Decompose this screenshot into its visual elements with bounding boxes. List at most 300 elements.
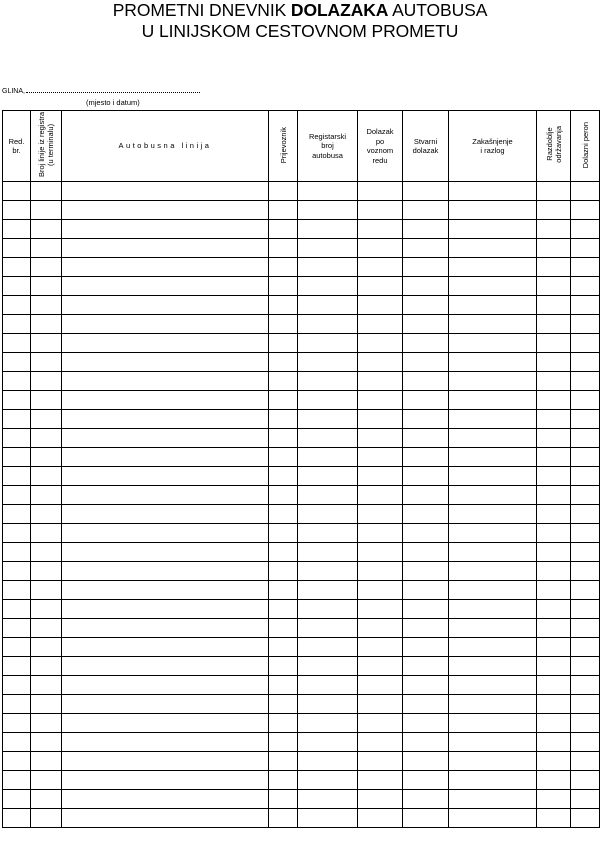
cell-prijevoznik[interactable] [269,448,298,467]
cell-registarski-broj[interactable] [298,638,358,657]
cell-zakasnjenje[interactable] [449,486,537,505]
cell-stvarni-dolazak[interactable] [403,429,449,448]
cell-broj-linije[interactable] [31,410,62,429]
cell-dolazni-peron[interactable] [571,619,600,638]
cell-zakasnjenje[interactable] [449,619,537,638]
cell-dolazak-po-voznom-redu[interactable] [358,239,403,258]
cell-stvarni-dolazak[interactable] [403,182,449,201]
cell-registarski-broj[interactable] [298,296,358,315]
cell-prijevoznik[interactable] [269,809,298,828]
cell-zakasnjenje[interactable] [449,315,537,334]
cell-broj-linije[interactable] [31,239,62,258]
cell-dolazni-peron[interactable] [571,334,600,353]
cell-red-br[interactable] [3,239,31,258]
cell-registarski-broj[interactable] [298,410,358,429]
cell-stvarni-dolazak[interactable] [403,676,449,695]
cell-autobusna-linija[interactable] [62,752,269,771]
cell-stvarni-dolazak[interactable] [403,600,449,619]
cell-prijevoznik[interactable] [269,657,298,676]
cell-razdoblje-odrzavanja[interactable] [537,524,571,543]
cell-red-br[interactable] [3,353,31,372]
cell-stvarni-dolazak[interactable] [403,410,449,429]
cell-dolazni-peron[interactable] [571,277,600,296]
cell-dolazni-peron[interactable] [571,600,600,619]
cell-stvarni-dolazak[interactable] [403,296,449,315]
cell-registarski-broj[interactable] [298,277,358,296]
cell-dolazak-po-voznom-redu[interactable] [358,429,403,448]
cell-red-br[interactable] [3,372,31,391]
cell-razdoblje-odrzavanja[interactable] [537,448,571,467]
cell-zakasnjenje[interactable] [449,638,537,657]
cell-razdoblje-odrzavanja[interactable] [537,315,571,334]
cell-registarski-broj[interactable] [298,581,358,600]
cell-razdoblje-odrzavanja[interactable] [537,657,571,676]
cell-autobusna-linija[interactable] [62,258,269,277]
cell-red-br[interactable] [3,695,31,714]
cell-zakasnjenje[interactable] [449,657,537,676]
cell-red-br[interactable] [3,182,31,201]
cell-dolazni-peron[interactable] [571,391,600,410]
cell-autobusna-linija[interactable] [62,790,269,809]
cell-registarski-broj[interactable] [298,657,358,676]
cell-prijevoznik[interactable] [269,220,298,239]
cell-razdoblje-odrzavanja[interactable] [537,695,571,714]
cell-red-br[interactable] [3,524,31,543]
cell-red-br[interactable] [3,752,31,771]
cell-dolazak-po-voznom-redu[interactable] [358,258,403,277]
cell-zakasnjenje[interactable] [449,391,537,410]
cell-registarski-broj[interactable] [298,391,358,410]
cell-dolazni-peron[interactable] [571,296,600,315]
cell-zakasnjenje[interactable] [449,448,537,467]
cell-red-br[interactable] [3,714,31,733]
cell-zakasnjenje[interactable] [449,239,537,258]
cell-registarski-broj[interactable] [298,790,358,809]
cell-autobusna-linija[interactable] [62,714,269,733]
cell-dolazak-po-voznom-redu[interactable] [358,448,403,467]
cell-autobusna-linija[interactable] [62,809,269,828]
cell-prijevoznik[interactable] [269,391,298,410]
cell-broj-linije[interactable] [31,676,62,695]
cell-registarski-broj[interactable] [298,220,358,239]
cell-autobusna-linija[interactable] [62,448,269,467]
cell-broj-linije[interactable] [31,391,62,410]
cell-stvarni-dolazak[interactable] [403,239,449,258]
cell-prijevoznik[interactable] [269,524,298,543]
cell-prijevoznik[interactable] [269,581,298,600]
cell-registarski-broj[interactable] [298,505,358,524]
cell-dolazak-po-voznom-redu[interactable] [358,182,403,201]
cell-dolazni-peron[interactable] [571,429,600,448]
cell-registarski-broj[interactable] [298,486,358,505]
cell-dolazni-peron[interactable] [571,771,600,790]
cell-autobusna-linija[interactable] [62,619,269,638]
cell-zakasnjenje[interactable] [449,429,537,448]
cell-stvarni-dolazak[interactable] [403,258,449,277]
cell-dolazni-peron[interactable] [571,182,600,201]
cell-dolazak-po-voznom-redu[interactable] [358,201,403,220]
cell-razdoblje-odrzavanja[interactable] [537,239,571,258]
cell-dolazak-po-voznom-redu[interactable] [358,562,403,581]
cell-red-br[interactable] [3,505,31,524]
cell-red-br[interactable] [3,581,31,600]
cell-dolazni-peron[interactable] [571,486,600,505]
cell-registarski-broj[interactable] [298,714,358,733]
cell-razdoblje-odrzavanja[interactable] [537,505,571,524]
cell-autobusna-linija[interactable] [62,486,269,505]
cell-registarski-broj[interactable] [298,353,358,372]
cell-razdoblje-odrzavanja[interactable] [537,600,571,619]
cell-prijevoznik[interactable] [269,600,298,619]
cell-razdoblje-odrzavanja[interactable] [537,277,571,296]
cell-razdoblje-odrzavanja[interactable] [537,752,571,771]
cell-registarski-broj[interactable] [298,600,358,619]
cell-stvarni-dolazak[interactable] [403,467,449,486]
cell-prijevoznik[interactable] [269,239,298,258]
cell-red-br[interactable] [3,790,31,809]
cell-dolazni-peron[interactable] [571,695,600,714]
cell-registarski-broj[interactable] [298,315,358,334]
cell-prijevoznik[interactable] [269,315,298,334]
cell-stvarni-dolazak[interactable] [403,315,449,334]
place-date-dotted-line[interactable] [26,86,200,93]
cell-broj-linije[interactable] [31,201,62,220]
cell-broj-linije[interactable] [31,809,62,828]
cell-registarski-broj[interactable] [298,201,358,220]
cell-prijevoznik[interactable] [269,619,298,638]
cell-dolazni-peron[interactable] [571,372,600,391]
cell-razdoblje-odrzavanja[interactable] [537,334,571,353]
cell-prijevoznik[interactable] [269,182,298,201]
cell-stvarni-dolazak[interactable] [403,790,449,809]
cell-dolazni-peron[interactable] [571,809,600,828]
cell-zakasnjenje[interactable] [449,258,537,277]
cell-red-br[interactable] [3,296,31,315]
cell-red-br[interactable] [3,315,31,334]
cell-razdoblje-odrzavanja[interactable] [537,714,571,733]
cell-zakasnjenje[interactable] [449,524,537,543]
cell-red-br[interactable] [3,448,31,467]
cell-zakasnjenje[interactable] [449,505,537,524]
cell-dolazak-po-voznom-redu[interactable] [358,334,403,353]
cell-dolazni-peron[interactable] [571,676,600,695]
cell-broj-linije[interactable] [31,334,62,353]
cell-prijevoznik[interactable] [269,505,298,524]
cell-razdoblje-odrzavanja[interactable] [537,486,571,505]
cell-stvarni-dolazak[interactable] [403,714,449,733]
cell-broj-linije[interactable] [31,448,62,467]
cell-dolazak-po-voznom-redu[interactable] [358,315,403,334]
cell-prijevoznik[interactable] [269,543,298,562]
cell-razdoblje-odrzavanja[interactable] [537,771,571,790]
cell-autobusna-linija[interactable] [62,543,269,562]
cell-razdoblje-odrzavanja[interactable] [537,201,571,220]
cell-dolazni-peron[interactable] [571,714,600,733]
cell-stvarni-dolazak[interactable] [403,372,449,391]
cell-prijevoznik[interactable] [269,201,298,220]
cell-registarski-broj[interactable] [298,372,358,391]
cell-zakasnjenje[interactable] [449,353,537,372]
cell-autobusna-linija[interactable] [62,220,269,239]
cell-razdoblje-odrzavanja[interactable] [537,220,571,239]
cell-registarski-broj[interactable] [298,182,358,201]
cell-stvarni-dolazak[interactable] [403,581,449,600]
cell-dolazak-po-voznom-redu[interactable] [358,809,403,828]
cell-stvarni-dolazak[interactable] [403,277,449,296]
cell-autobusna-linija[interactable] [62,638,269,657]
cell-dolazak-po-voznom-redu[interactable] [358,733,403,752]
cell-zakasnjenje[interactable] [449,695,537,714]
cell-autobusna-linija[interactable] [62,581,269,600]
cell-stvarni-dolazak[interactable] [403,201,449,220]
cell-broj-linije[interactable] [31,353,62,372]
cell-stvarni-dolazak[interactable] [403,752,449,771]
cell-broj-linije[interactable] [31,277,62,296]
cell-dolazak-po-voznom-redu[interactable] [358,752,403,771]
cell-broj-linije[interactable] [31,714,62,733]
cell-broj-linije[interactable] [31,562,62,581]
cell-stvarni-dolazak[interactable] [403,695,449,714]
cell-registarski-broj[interactable] [298,752,358,771]
cell-red-br[interactable] [3,543,31,562]
cell-razdoblje-odrzavanja[interactable] [537,676,571,695]
cell-zakasnjenje[interactable] [449,334,537,353]
cell-registarski-broj[interactable] [298,448,358,467]
cell-registarski-broj[interactable] [298,676,358,695]
cell-stvarni-dolazak[interactable] [403,524,449,543]
cell-registarski-broj[interactable] [298,524,358,543]
cell-dolazni-peron[interactable] [571,733,600,752]
cell-razdoblje-odrzavanja[interactable] [537,790,571,809]
cell-dolazni-peron[interactable] [571,543,600,562]
cell-autobusna-linija[interactable] [62,239,269,258]
cell-red-br[interactable] [3,258,31,277]
cell-dolazak-po-voznom-redu[interactable] [358,619,403,638]
cell-red-br[interactable] [3,676,31,695]
cell-zakasnjenje[interactable] [449,220,537,239]
cell-autobusna-linija[interactable] [62,676,269,695]
cell-dolazni-peron[interactable] [571,505,600,524]
cell-red-br[interactable] [3,733,31,752]
cell-dolazak-po-voznom-redu[interactable] [358,410,403,429]
cell-broj-linije[interactable] [31,752,62,771]
cell-prijevoznik[interactable] [269,334,298,353]
cell-razdoblje-odrzavanja[interactable] [537,372,571,391]
cell-zakasnjenje[interactable] [449,771,537,790]
cell-autobusna-linija[interactable] [62,182,269,201]
cell-dolazni-peron[interactable] [571,448,600,467]
cell-autobusna-linija[interactable] [62,505,269,524]
cell-registarski-broj[interactable] [298,429,358,448]
cell-razdoblje-odrzavanja[interactable] [537,581,571,600]
cell-dolazak-po-voznom-redu[interactable] [358,353,403,372]
cell-razdoblje-odrzavanja[interactable] [537,296,571,315]
cell-dolazni-peron[interactable] [571,581,600,600]
cell-broj-linije[interactable] [31,467,62,486]
cell-zakasnjenje[interactable] [449,733,537,752]
cell-stvarni-dolazak[interactable] [403,562,449,581]
cell-red-br[interactable] [3,220,31,239]
cell-zakasnjenje[interactable] [449,467,537,486]
cell-dolazak-po-voznom-redu[interactable] [358,714,403,733]
cell-broj-linije[interactable] [31,543,62,562]
cell-dolazni-peron[interactable] [571,258,600,277]
cell-registarski-broj[interactable] [298,562,358,581]
cell-stvarni-dolazak[interactable] [403,543,449,562]
cell-red-br[interactable] [3,277,31,296]
cell-broj-linije[interactable] [31,600,62,619]
cell-dolazni-peron[interactable] [571,220,600,239]
cell-broj-linije[interactable] [31,771,62,790]
cell-red-br[interactable] [3,429,31,448]
cell-razdoblje-odrzavanja[interactable] [537,391,571,410]
cell-dolazni-peron[interactable] [571,239,600,258]
cell-autobusna-linija[interactable] [62,277,269,296]
cell-autobusna-linija[interactable] [62,372,269,391]
cell-autobusna-linija[interactable] [62,334,269,353]
cell-stvarni-dolazak[interactable] [403,505,449,524]
cell-prijevoznik[interactable] [269,790,298,809]
cell-razdoblje-odrzavanja[interactable] [537,638,571,657]
cell-dolazak-po-voznom-redu[interactable] [358,695,403,714]
cell-dolazni-peron[interactable] [571,353,600,372]
cell-zakasnjenje[interactable] [449,562,537,581]
cell-dolazak-po-voznom-redu[interactable] [358,543,403,562]
cell-dolazak-po-voznom-redu[interactable] [358,277,403,296]
cell-prijevoznik[interactable] [269,714,298,733]
cell-autobusna-linija[interactable] [62,429,269,448]
cell-dolazni-peron[interactable] [571,752,600,771]
cell-autobusna-linija[interactable] [62,410,269,429]
cell-zakasnjenje[interactable] [449,543,537,562]
cell-dolazak-po-voznom-redu[interactable] [358,486,403,505]
cell-zakasnjenje[interactable] [449,790,537,809]
cell-stvarni-dolazak[interactable] [403,334,449,353]
cell-broj-linije[interactable] [31,790,62,809]
cell-autobusna-linija[interactable] [62,695,269,714]
cell-prijevoznik[interactable] [269,467,298,486]
cell-razdoblje-odrzavanja[interactable] [537,543,571,562]
cell-prijevoznik[interactable] [269,429,298,448]
cell-red-br[interactable] [3,600,31,619]
cell-autobusna-linija[interactable] [62,771,269,790]
cell-dolazak-po-voznom-redu[interactable] [358,220,403,239]
cell-prijevoznik[interactable] [269,372,298,391]
cell-dolazak-po-voznom-redu[interactable] [358,771,403,790]
cell-red-br[interactable] [3,771,31,790]
cell-razdoblje-odrzavanja[interactable] [537,353,571,372]
cell-dolazak-po-voznom-redu[interactable] [358,296,403,315]
cell-autobusna-linija[interactable] [62,201,269,220]
cell-registarski-broj[interactable] [298,258,358,277]
cell-stvarni-dolazak[interactable] [403,657,449,676]
cell-prijevoznik[interactable] [269,676,298,695]
cell-autobusna-linija[interactable] [62,562,269,581]
cell-prijevoznik[interactable] [269,695,298,714]
cell-dolazni-peron[interactable] [571,562,600,581]
cell-stvarni-dolazak[interactable] [403,220,449,239]
cell-prijevoznik[interactable] [269,771,298,790]
cell-stvarni-dolazak[interactable] [403,448,449,467]
cell-dolazni-peron[interactable] [571,410,600,429]
cell-stvarni-dolazak[interactable] [403,353,449,372]
cell-broj-linije[interactable] [31,638,62,657]
cell-dolazak-po-voznom-redu[interactable] [358,467,403,486]
cell-stvarni-dolazak[interactable] [403,391,449,410]
cell-red-br[interactable] [3,809,31,828]
cell-registarski-broj[interactable] [298,619,358,638]
cell-prijevoznik[interactable] [269,277,298,296]
cell-dolazak-po-voznom-redu[interactable] [358,600,403,619]
cell-dolazni-peron[interactable] [571,790,600,809]
cell-registarski-broj[interactable] [298,695,358,714]
cell-registarski-broj[interactable] [298,771,358,790]
cell-autobusna-linija[interactable] [62,296,269,315]
cell-razdoblje-odrzavanja[interactable] [537,410,571,429]
cell-autobusna-linija[interactable] [62,733,269,752]
cell-autobusna-linija[interactable] [62,391,269,410]
cell-registarski-broj[interactable] [298,733,358,752]
cell-dolazni-peron[interactable] [571,638,600,657]
cell-prijevoznik[interactable] [269,752,298,771]
cell-zakasnjenje[interactable] [449,372,537,391]
cell-prijevoznik[interactable] [269,353,298,372]
cell-zakasnjenje[interactable] [449,201,537,220]
cell-zakasnjenje[interactable] [449,296,537,315]
cell-zakasnjenje[interactable] [449,752,537,771]
cell-dolazni-peron[interactable] [571,657,600,676]
cell-dolazni-peron[interactable] [571,524,600,543]
cell-dolazak-po-voznom-redu[interactable] [358,524,403,543]
cell-broj-linije[interactable] [31,524,62,543]
cell-autobusna-linija[interactable] [62,657,269,676]
cell-red-br[interactable] [3,619,31,638]
cell-razdoblje-odrzavanja[interactable] [537,182,571,201]
cell-dolazni-peron[interactable] [571,467,600,486]
cell-dolazak-po-voznom-redu[interactable] [358,505,403,524]
cell-dolazak-po-voznom-redu[interactable] [358,391,403,410]
cell-registarski-broj[interactable] [298,543,358,562]
cell-broj-linije[interactable] [31,296,62,315]
cell-broj-linije[interactable] [31,258,62,277]
cell-broj-linije[interactable] [31,372,62,391]
cell-red-br[interactable] [3,467,31,486]
cell-stvarni-dolazak[interactable] [403,486,449,505]
cell-zakasnjenje[interactable] [449,714,537,733]
cell-broj-linije[interactable] [31,429,62,448]
cell-registarski-broj[interactable] [298,334,358,353]
cell-red-br[interactable] [3,201,31,220]
cell-prijevoznik[interactable] [269,733,298,752]
cell-zakasnjenje[interactable] [449,410,537,429]
cell-stvarni-dolazak[interactable] [403,809,449,828]
cell-red-br[interactable] [3,657,31,676]
cell-broj-linije[interactable] [31,315,62,334]
cell-prijevoznik[interactable] [269,258,298,277]
cell-zakasnjenje[interactable] [449,277,537,296]
cell-dolazak-po-voznom-redu[interactable] [358,657,403,676]
cell-dolazak-po-voznom-redu[interactable] [358,581,403,600]
cell-broj-linije[interactable] [31,619,62,638]
cell-broj-linije[interactable] [31,220,62,239]
cell-prijevoznik[interactable] [269,562,298,581]
cell-prijevoznik[interactable] [269,486,298,505]
cell-registarski-broj[interactable] [298,239,358,258]
cell-broj-linije[interactable] [31,695,62,714]
cell-razdoblje-odrzavanja[interactable] [537,619,571,638]
cell-autobusna-linija[interactable] [62,467,269,486]
cell-dolazni-peron[interactable] [571,201,600,220]
